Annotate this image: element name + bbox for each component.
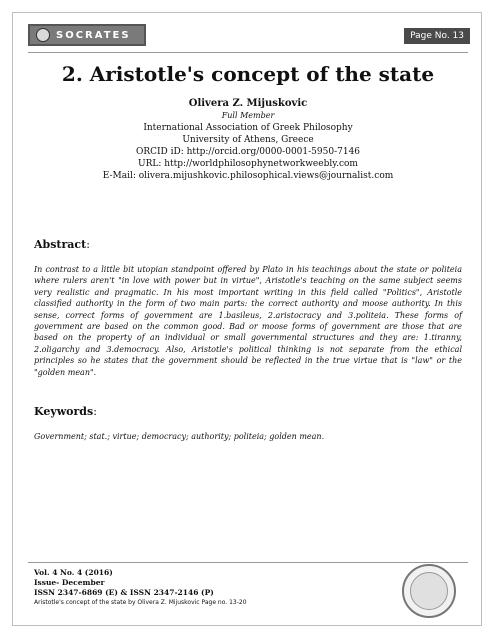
footer-citation: Aristotle's concept of the state by Olivera Z. Mijuskovic Page no. 13-20 — [34, 599, 247, 606]
footer-volume: Vol. 4 No. 4 (2016) — [34, 568, 113, 577]
seal-emblem-icon — [410, 572, 448, 610]
abstract-text: In contrast to a little bit utopian standpoint offered by Plato in his teachings about the state or politeia where rulers aren't "in love with power but in virtue", Aristotle's teaching on the same subject seems very realistic and pragmatic. In his most important writing in this field called "Politics", Aristotle classified authority in the form of two main parts: the correct authority and moose authority. In this sense, correct forms of government are 1.basileus, 2.aristocracy and 3.politeia. These forms of government are based on the common good. Bad or moose forms of government are those that are based on the property of an individual or small governmental structures and they are: 1.tiranny, 2.oligarchy and 3.democracy. Also, Aristotle's political thinking is not separate from the ethical principles so he states that the government should be reflected in the true virtue that is "law" or the "golden mean". — [34, 265, 462, 377]
journal-logo — [28, 24, 146, 46]
author-orcid-link[interactable]: ORCID iD: http://orcid.org/0000-0001-5950-7146 — [135, 147, 361, 157]
author-block — [28, 98, 468, 182]
footer-block — [34, 568, 364, 608]
author-org: International Association of Greek Philosophy — [143, 123, 353, 133]
author-name: Olivera Z. Mijuskovic — [188, 98, 308, 109]
abstract-heading — [34, 238, 90, 251]
author-role: Full Member — [221, 111, 275, 120]
keywords-text: Government; stat.; virtue; democracy; authority; politeia; golden mean. — [34, 432, 325, 441]
keywords-heading-colon: : — [93, 405, 97, 418]
page-number-badge: Page No. 13 — [404, 28, 470, 44]
header-divider — [28, 52, 468, 53]
keywords-heading-text: Keywords — [34, 405, 94, 418]
abstract-heading-text: Abstract — [34, 238, 87, 251]
footer-divider — [28, 562, 468, 563]
author-email-link[interactable]: E-Mail: olivera.mijushkovic.philosophical.views@journalist.com — [102, 171, 394, 181]
owl-emblem-icon — [36, 28, 50, 42]
abstract-heading-colon: : — [86, 238, 90, 251]
footer-issn: ISSN 2347-6869 (E) & ISSN 2347-2146 (P) — [34, 588, 214, 597]
journal-seal-icon — [402, 564, 456, 618]
article-title: 2. Aristotle's concept of the state — [61, 62, 435, 86]
author-university: University of Athens, Greece — [182, 135, 314, 145]
author-url-link[interactable]: URL: http://worldphilosophynetworkweebly.com — [138, 159, 358, 169]
logo-text: SOCRATES — [56, 29, 131, 41]
footer-issue: Issue- December — [34, 578, 105, 587]
keywords-heading — [34, 405, 97, 418]
